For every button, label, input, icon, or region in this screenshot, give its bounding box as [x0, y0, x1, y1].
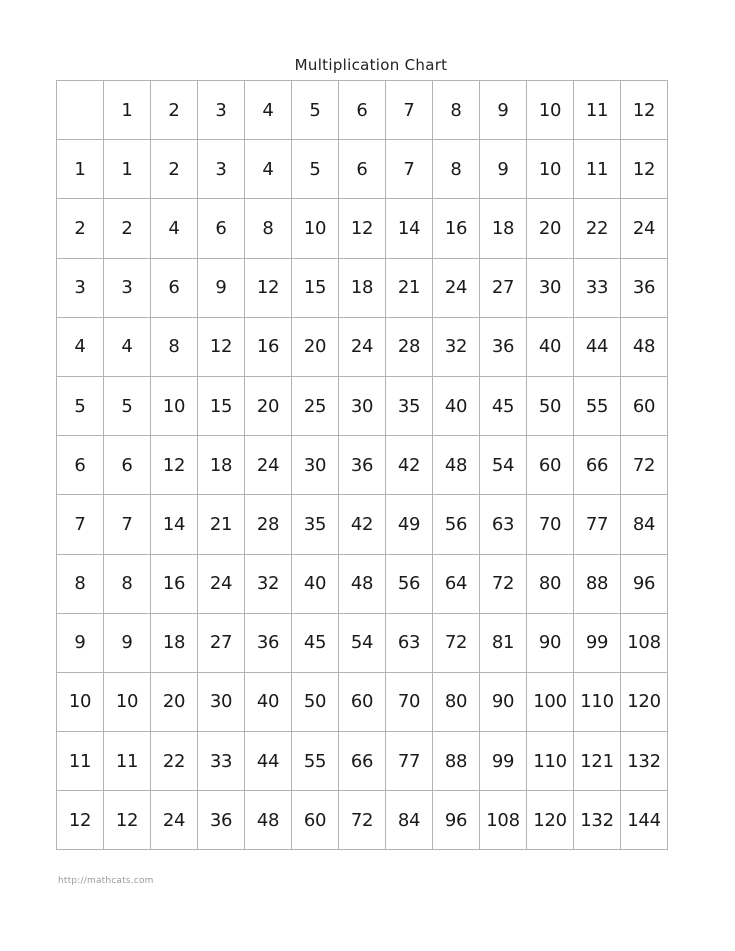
product-cell: 88 [574, 554, 621, 613]
product-cell: 40 [527, 317, 574, 376]
product-cell: 9 [198, 258, 245, 317]
product-cell: 12 [339, 199, 386, 258]
product-cell: 24 [198, 554, 245, 613]
product-cell: 10 [151, 376, 198, 435]
product-cell: 77 [386, 732, 433, 791]
product-cell: 22 [151, 732, 198, 791]
product-cell: 66 [339, 732, 386, 791]
product-cell: 48 [339, 554, 386, 613]
product-cell: 40 [245, 672, 292, 731]
product-cell: 36 [339, 436, 386, 495]
product-cell: 4 [245, 140, 292, 199]
product-cell: 6 [198, 199, 245, 258]
product-cell: 10 [527, 140, 574, 199]
product-cell: 49 [386, 495, 433, 554]
product-cell: 14 [151, 495, 198, 554]
table-row [57, 732, 668, 791]
column-header: 1 [104, 81, 151, 140]
product-cell: 36 [198, 791, 245, 850]
product-cell: 48 [245, 791, 292, 850]
product-cell: 20 [527, 199, 574, 258]
product-cell: 3 [198, 140, 245, 199]
product-cell: 12 [621, 140, 668, 199]
row-header: 5 [57, 376, 104, 435]
product-cell: 60 [621, 376, 668, 435]
product-cell: 9 [104, 613, 151, 672]
product-cell: 96 [433, 791, 480, 850]
product-cell: 90 [480, 672, 527, 731]
table-body [57, 81, 668, 850]
product-cell: 40 [292, 554, 339, 613]
row-header: 12 [57, 791, 104, 850]
product-cell: 27 [480, 258, 527, 317]
product-cell: 88 [433, 732, 480, 791]
product-cell: 70 [386, 672, 433, 731]
product-cell: 24 [621, 199, 668, 258]
product-cell: 30 [527, 258, 574, 317]
product-cell: 9 [480, 140, 527, 199]
product-cell: 8 [245, 199, 292, 258]
page-title: Multiplication Chart [294, 56, 448, 74]
product-cell: 24 [151, 791, 198, 850]
multiplication-table [56, 80, 668, 850]
product-cell: 55 [292, 732, 339, 791]
product-cell: 35 [386, 376, 433, 435]
product-cell: 16 [433, 199, 480, 258]
column-header: 3 [198, 81, 245, 140]
product-cell: 120 [621, 672, 668, 731]
product-cell: 18 [151, 613, 198, 672]
column-header: 11 [574, 81, 621, 140]
product-cell: 24 [245, 436, 292, 495]
product-cell: 11 [574, 140, 621, 199]
product-cell: 72 [433, 613, 480, 672]
product-cell: 12 [198, 317, 245, 376]
product-cell: 33 [574, 258, 621, 317]
product-cell: 48 [433, 436, 480, 495]
product-cell: 99 [574, 613, 621, 672]
row-header: 10 [57, 672, 104, 731]
product-cell: 35 [292, 495, 339, 554]
row-header: 6 [57, 436, 104, 495]
product-cell: 144 [621, 791, 668, 850]
product-cell: 21 [386, 258, 433, 317]
product-cell: 10 [292, 199, 339, 258]
column-header: 7 [386, 81, 433, 140]
product-cell: 6 [339, 140, 386, 199]
product-cell: 72 [339, 791, 386, 850]
product-cell: 15 [198, 376, 245, 435]
row-header: 7 [57, 495, 104, 554]
product-cell: 54 [480, 436, 527, 495]
product-cell: 7 [104, 495, 151, 554]
row-header: 9 [57, 613, 104, 672]
product-cell: 22 [574, 199, 621, 258]
product-cell: 4 [151, 199, 198, 258]
product-cell: 110 [574, 672, 621, 731]
product-cell: 45 [292, 613, 339, 672]
product-cell: 40 [433, 376, 480, 435]
product-cell: 63 [480, 495, 527, 554]
product-cell: 132 [574, 791, 621, 850]
product-cell: 6 [104, 436, 151, 495]
product-cell: 45 [480, 376, 527, 435]
column-header: 12 [621, 81, 668, 140]
column-header: 8 [433, 81, 480, 140]
product-cell: 1 [104, 140, 151, 199]
product-cell: 80 [527, 554, 574, 613]
product-cell: 27 [198, 613, 245, 672]
table-row [57, 672, 668, 731]
product-cell: 44 [245, 732, 292, 791]
row-header: 1 [57, 140, 104, 199]
column-header: 2 [151, 81, 198, 140]
product-cell: 15 [292, 258, 339, 317]
product-cell: 18 [198, 436, 245, 495]
product-cell: 30 [292, 436, 339, 495]
product-cell: 60 [339, 672, 386, 731]
column-header: 4 [245, 81, 292, 140]
product-cell: 50 [292, 672, 339, 731]
table-row [57, 495, 668, 554]
row-header: 2 [57, 199, 104, 258]
product-cell: 20 [292, 317, 339, 376]
product-cell: 63 [386, 613, 433, 672]
product-cell: 7 [386, 140, 433, 199]
product-cell: 21 [198, 495, 245, 554]
product-cell: 28 [386, 317, 433, 376]
product-cell: 55 [574, 376, 621, 435]
column-header: 5 [292, 81, 339, 140]
product-cell: 18 [339, 258, 386, 317]
product-cell: 28 [245, 495, 292, 554]
table-row [57, 258, 668, 317]
product-cell: 5 [292, 140, 339, 199]
product-cell: 24 [339, 317, 386, 376]
product-cell: 81 [480, 613, 527, 672]
table-row [57, 317, 668, 376]
product-cell: 42 [339, 495, 386, 554]
product-cell: 8 [433, 140, 480, 199]
product-cell: 2 [151, 140, 198, 199]
product-cell: 54 [339, 613, 386, 672]
product-cell: 12 [104, 791, 151, 850]
product-cell: 11 [104, 732, 151, 791]
table-row [57, 554, 668, 613]
product-cell: 80 [433, 672, 480, 731]
product-cell: 32 [433, 317, 480, 376]
product-cell: 90 [527, 613, 574, 672]
column-header: 6 [339, 81, 386, 140]
product-cell: 77 [574, 495, 621, 554]
footer-url: http://mathcats.com [58, 876, 154, 886]
row-header: 4 [57, 317, 104, 376]
table-row [57, 613, 668, 672]
row-header: 3 [57, 258, 104, 317]
product-cell: 108 [621, 613, 668, 672]
product-cell: 36 [245, 613, 292, 672]
corner-cell [57, 81, 104, 140]
product-cell: 100 [527, 672, 574, 731]
product-cell: 121 [574, 732, 621, 791]
product-cell: 33 [198, 732, 245, 791]
product-cell: 66 [574, 436, 621, 495]
product-cell: 72 [621, 436, 668, 495]
product-cell: 36 [480, 317, 527, 376]
product-cell: 84 [386, 791, 433, 850]
product-cell: 132 [621, 732, 668, 791]
product-cell: 108 [480, 791, 527, 850]
product-cell: 8 [104, 554, 151, 613]
product-cell: 20 [151, 672, 198, 731]
product-cell: 44 [574, 317, 621, 376]
product-cell: 60 [527, 436, 574, 495]
row-header: 8 [57, 554, 104, 613]
product-cell: 14 [386, 199, 433, 258]
product-cell: 110 [527, 732, 574, 791]
product-cell: 8 [151, 317, 198, 376]
product-cell: 20 [245, 376, 292, 435]
product-cell: 64 [433, 554, 480, 613]
product-cell: 16 [151, 554, 198, 613]
product-cell: 24 [433, 258, 480, 317]
table-row [57, 376, 668, 435]
product-cell: 30 [339, 376, 386, 435]
product-cell: 2 [104, 199, 151, 258]
product-cell: 42 [386, 436, 433, 495]
product-cell: 72 [480, 554, 527, 613]
table-row [57, 140, 668, 199]
product-cell: 84 [621, 495, 668, 554]
product-cell: 25 [292, 376, 339, 435]
row-header: 11 [57, 732, 104, 791]
product-cell: 30 [198, 672, 245, 731]
product-cell: 10 [104, 672, 151, 731]
product-cell: 32 [245, 554, 292, 613]
column-header: 10 [527, 81, 574, 140]
product-cell: 5 [104, 376, 151, 435]
product-cell: 36 [621, 258, 668, 317]
table-row [57, 436, 668, 495]
product-cell: 96 [621, 554, 668, 613]
column-header: 9 [480, 81, 527, 140]
product-cell: 4 [104, 317, 151, 376]
product-cell: 6 [151, 258, 198, 317]
product-cell: 56 [433, 495, 480, 554]
product-cell: 120 [527, 791, 574, 850]
header-row [57, 81, 668, 140]
product-cell: 18 [480, 199, 527, 258]
product-cell: 99 [480, 732, 527, 791]
product-cell: 60 [292, 791, 339, 850]
table-row [57, 199, 668, 258]
product-cell: 12 [151, 436, 198, 495]
product-cell: 3 [104, 258, 151, 317]
product-cell: 16 [245, 317, 292, 376]
product-cell: 70 [527, 495, 574, 554]
product-cell: 48 [621, 317, 668, 376]
product-cell: 56 [386, 554, 433, 613]
product-cell: 50 [527, 376, 574, 435]
product-cell: 12 [245, 258, 292, 317]
table-row [57, 791, 668, 850]
